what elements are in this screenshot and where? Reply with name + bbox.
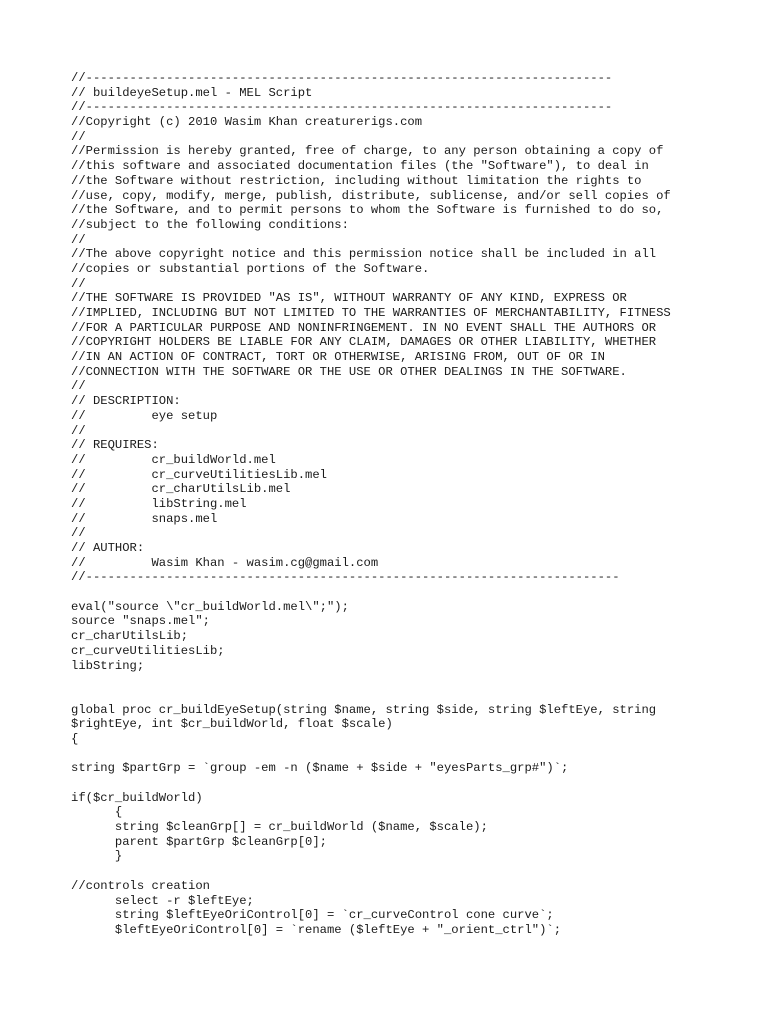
code-line: { xyxy=(71,731,79,746)
code-line: cr_charUtilsLib; xyxy=(71,629,189,644)
code-line: //COPYRIGHT HOLDERS BE LIABLE FOR ANY CLAIM, DAMAGES OR OTHER LIABILITY, WHETHER xyxy=(71,335,657,350)
code-line: global proc cr_buildEyeSetup(string $name, string $side, string $leftEye, string xyxy=(71,702,657,717)
code-line: //Permission is hereby granted, free of charge, to any person obtaining a copy of xyxy=(71,144,664,159)
code-line xyxy=(71,673,768,688)
code-line: // cr_charUtilsLib.mel xyxy=(71,482,291,497)
code-line: // buildeyeSetup.mel - MEL Script xyxy=(71,85,313,100)
code-line: // xyxy=(71,526,86,541)
code-line: source "snaps.mel"; xyxy=(71,614,210,629)
code-line xyxy=(71,688,768,703)
code-line: //use, copy, modify, merge, publish, distribute, sublicense, and/or sell copies of xyxy=(71,188,671,203)
code-line: // REQUIRES: xyxy=(71,438,159,453)
code-line: //subject to the following conditions: xyxy=(71,217,349,232)
code-line xyxy=(71,864,768,879)
code-line: // xyxy=(71,379,86,394)
code-line: // eye setup xyxy=(71,408,218,423)
code-line: // xyxy=(71,129,86,144)
code-line: //copies or substantial portions of the Software. xyxy=(71,261,430,276)
code-line: // libString.mel xyxy=(71,496,247,511)
code-line: // cr_curveUtilitiesLib.mel xyxy=(71,467,327,482)
code-line: // xyxy=(71,232,86,247)
code-line: $rightEye, int $cr_buildWorld, float $scale) xyxy=(71,717,393,732)
code-line: //THE SOFTWARE IS PROVIDED "AS IS", WITHOUT WARRANTY OF ANY KIND, EXPRESS OR xyxy=(71,291,627,306)
code-line: string $leftEyeOriControl[0] = `cr_curveControl cone curve`; xyxy=(71,908,554,923)
code-line: eval("source \"cr_buildWorld.mel\";"); xyxy=(71,599,349,614)
code-line: //controls creation xyxy=(71,878,210,893)
code-line: //IN AN ACTION OF CONTRACT, TORT OR OTHERWISE, ARISING FROM, OUT OF OR IN xyxy=(71,350,605,365)
code-line: //this software and associated documentation files (the "Software"), to deal in xyxy=(71,159,649,174)
code-line: string $cleanGrp[] = cr_buildWorld ($name, $scale); xyxy=(71,820,488,835)
code-line: cr_curveUtilitiesLib; xyxy=(71,643,225,658)
code-line: //The above copyright notice and this permission notice shall be included in all xyxy=(71,247,657,262)
code-line: //FOR A PARTICULAR PURPOSE AND NONINFRINGEMENT. IN NO EVENT SHALL THE AUTHORS OR xyxy=(71,320,657,335)
code-line: // DESCRIPTION: xyxy=(71,394,181,409)
code-line: // cr_buildWorld.mel xyxy=(71,452,276,467)
code-line xyxy=(71,776,768,791)
code-line: parent $partGrp $cleanGrp[0]; xyxy=(71,834,327,849)
code-line: if($cr_buildWorld) xyxy=(71,790,203,805)
code-line: //------------------------------------------------------------------------ xyxy=(71,71,613,85)
code-line: // AUTHOR: xyxy=(71,541,145,555)
code-line: $leftEyeOriControl[0] = `rename ($leftEye + "_orient_ctrl")`; xyxy=(71,922,562,937)
code-line: string $partGrp = `group -em -n ($name + $side + "eyesParts_grp#")`; xyxy=(71,761,569,776)
code-line: select -r $leftEye; xyxy=(71,893,254,908)
code-line xyxy=(71,585,768,600)
code-line: { xyxy=(71,805,123,820)
code-line xyxy=(71,747,768,762)
code-line: // snaps.mel xyxy=(71,511,218,526)
code-block xyxy=(71,71,768,938)
code-line: //the Software without restriction, including without limitation the rights to xyxy=(71,173,642,188)
code-line: //CONNECTION WITH THE SOFTWARE OR THE USE OR OTHER DEALINGS IN THE SOFTWARE. xyxy=(71,364,627,379)
code-line: //------------------------------------------------------------------------ xyxy=(71,100,613,115)
code-line: // xyxy=(71,423,86,438)
code-line: //IMPLIED, INCLUDING BUT NOT LIMITED TO THE WARRANTIES OF MERCHANTABILITY, FITNESS xyxy=(71,306,671,320)
code-line: } xyxy=(71,849,123,864)
code-line: libString; xyxy=(71,658,145,673)
code-line: // Wasim Khan - wasim.cg@gmail.com xyxy=(71,555,379,570)
code-line: //------------------------------------------------------------------------- xyxy=(71,570,620,585)
code-line: //the Software, and to permit persons to whom the Software is furnished to do so, xyxy=(71,203,664,218)
code-line: // xyxy=(71,276,86,291)
code-line: //Copyright (c) 2010 Wasim Khan creaturerigs.com xyxy=(71,115,423,130)
